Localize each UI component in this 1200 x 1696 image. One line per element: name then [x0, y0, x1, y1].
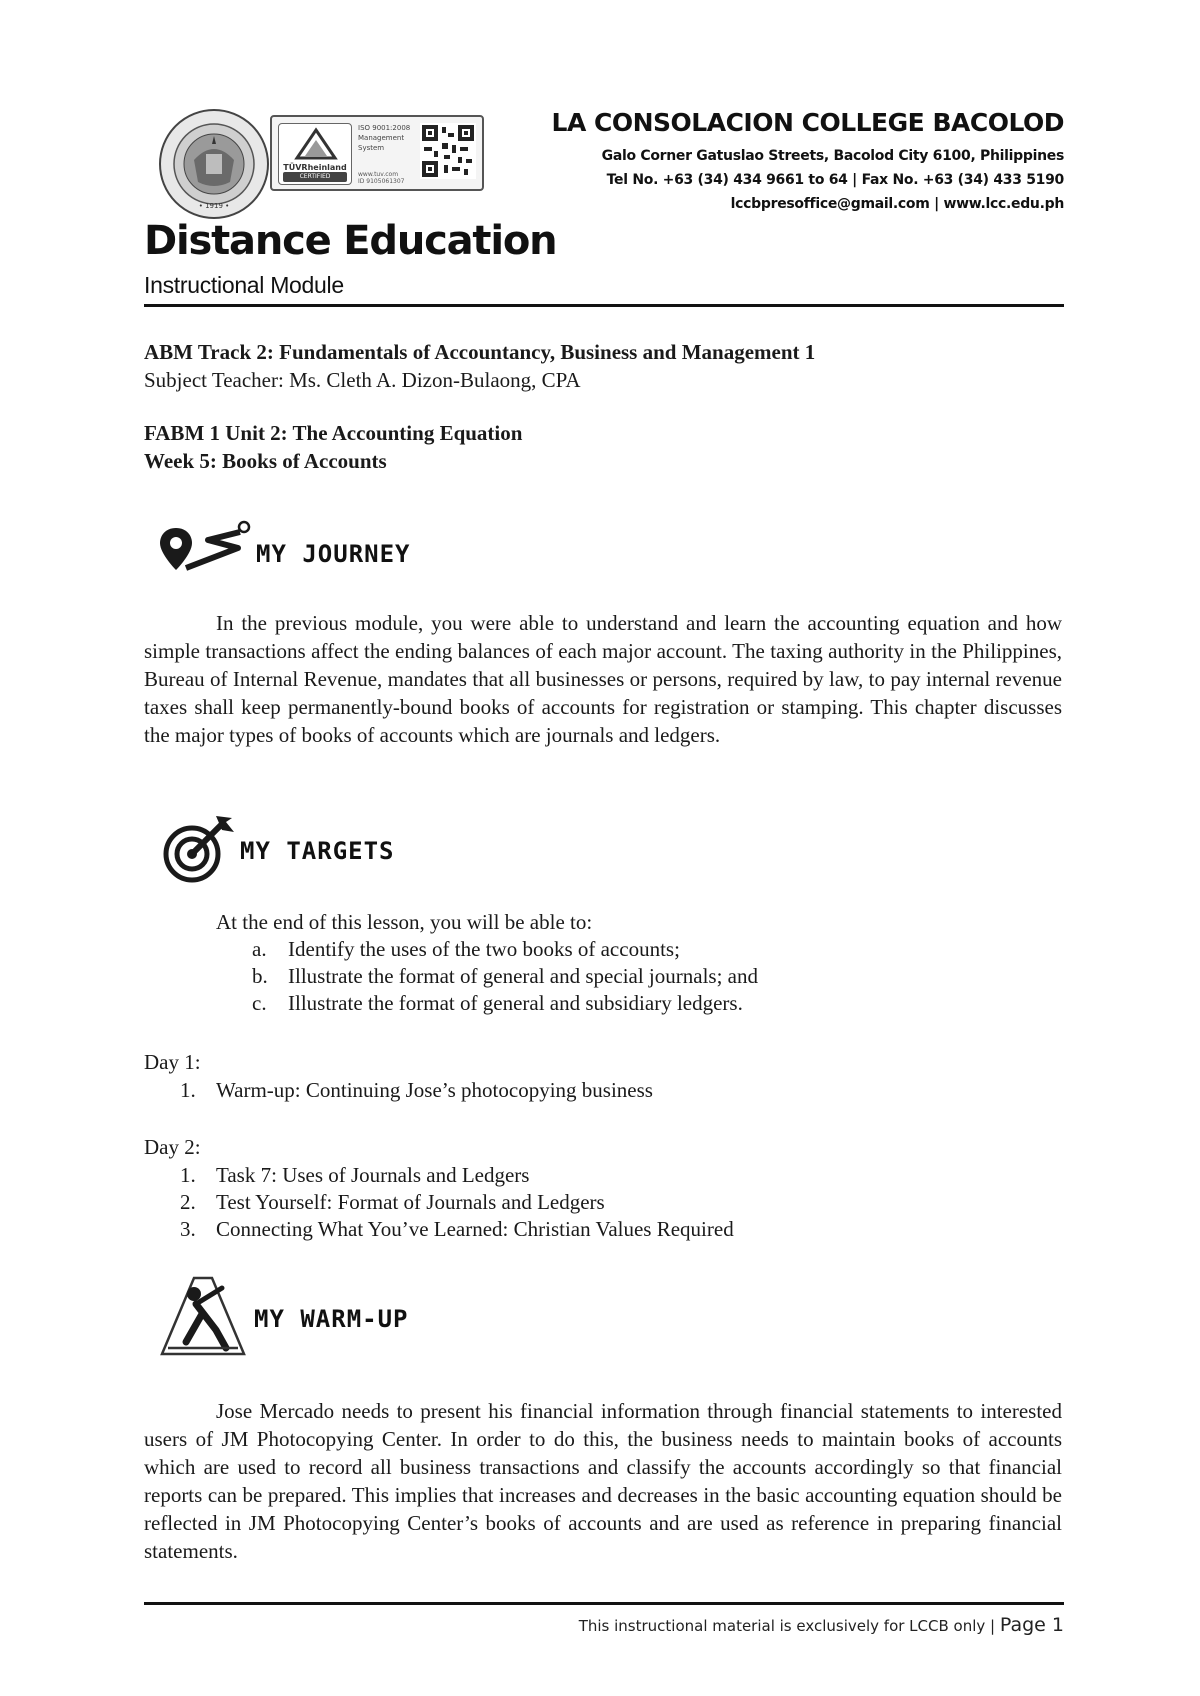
day1-label: Day 1:: [144, 1050, 201, 1074]
week-title: Week 5: Books of Accounts: [144, 449, 387, 473]
footer-divider: [144, 1602, 1064, 1605]
journey-label: MY JOURNEY: [256, 540, 411, 568]
target-item: b. Illustrate the format of general and special journals; and: [252, 964, 758, 988]
certified-label: CERTIFIED: [283, 172, 347, 182]
tuv-logo: [278, 123, 352, 185]
college-phone: Tel No. +63 (34) 434 9661 to 64 | Fax No. +63 (34) 433 5190: [606, 172, 1064, 188]
svg-text:• 1919 •: • 1919 •: [198, 202, 230, 210]
journey-section-header: [158, 518, 411, 580]
iso-text: ISO 9001:2008 Management System: [358, 124, 411, 152]
stretching-person-icon: [156, 1274, 250, 1358]
target-arrow-icon: [160, 814, 236, 884]
tuv-name: TÜVRheinland: [283, 163, 347, 172]
course-track: ABM Track 2: Fundamentals of Accountancy, Business and Management 1: [144, 340, 816, 364]
target-item: c. Illustrate the format of general and subsidiary ledgers.: [252, 991, 743, 1015]
header-divider: [144, 304, 1064, 307]
page-subtitle: Instructional Module: [144, 272, 344, 298]
warmup-section-header: [156, 1274, 409, 1358]
college-address: Galo Corner Gatuslao Streets, Bacolod City 6100, Philippines: [601, 148, 1064, 164]
day1-item: 1. Warm-up: Continuing Jose’s photocopying business: [180, 1078, 653, 1102]
day2-item: 3. Connecting What You’ve Learned: Christian Values Required: [180, 1217, 734, 1241]
target-item: a. Identify the uses of the two books of accounts;: [252, 937, 680, 961]
college-name: LA CONSOLACION COLLEGE BACOLOD: [551, 108, 1064, 137]
college-contact: lccbpresoffice@gmail.com | www.lcc.edu.ph: [730, 196, 1064, 212]
iso-footer-text: www.tuv.com ID 9105061307: [358, 171, 405, 185]
targets-label: MY TARGETS: [240, 837, 395, 865]
day2-label: Day 2:: [144, 1135, 201, 1159]
qr-code-icon: [420, 123, 476, 179]
targets-intro: At the end of this lesson, you will be able to:: [216, 910, 593, 934]
location-pin-path-icon: [158, 518, 254, 580]
footer: [579, 1614, 1064, 1636]
day2-item: 2. Test Yourself: Format of Journals and Ledgers: [180, 1190, 605, 1214]
page-title: Distance Education: [144, 218, 557, 264]
warmup-paragraph: Jose Mercado needs to present his financial information through financial statements to interested users of JM Photocopying Center. In order to do this, the business needs to maintain books of accounts which are used to record all business transactions and classify the accounts accordingly so that financial reports can be prepared. This implies that increases and decreases in the basic accounting equation should be reflected in JM Photocopying Center’s books of accounts and are used as reference in preparing financial statements.: [144, 1399, 1062, 1563]
day2-item: 1. Task 7: Uses of Journals and Ledgers: [180, 1163, 530, 1187]
targets-section-header: [160, 814, 395, 884]
footer-notice: This instructional material is exclusively for LCCB only |: [578, 1617, 996, 1635]
college-seal-logo: [158, 108, 270, 220]
journey-paragraph: In the previous module, you were able to understand and learn the accounting equation and how simple transactions affect the ending balances of each major account. The taxing authority in the Philippines, Bureau of Internal Revenue, mandates that all businesses or persons, required by law, to pay internal revenue taxes shall keep permanently-bound books of accounts for registration or stamping. This chapter discusses the major types of books of accounts which are journals and ledgers.: [144, 611, 1062, 747]
page-number: Page 1: [999, 1614, 1064, 1636]
iso-certification-badge: [270, 115, 484, 191]
unit-title: FABM 1 Unit 2: The Accounting Equation: [144, 421, 523, 445]
subject-teacher: Subject Teacher: Ms. Cleth A. Dizon-Bulaong, CPA: [144, 368, 581, 392]
warmup-label: MY WARM-UP: [254, 1305, 409, 1333]
